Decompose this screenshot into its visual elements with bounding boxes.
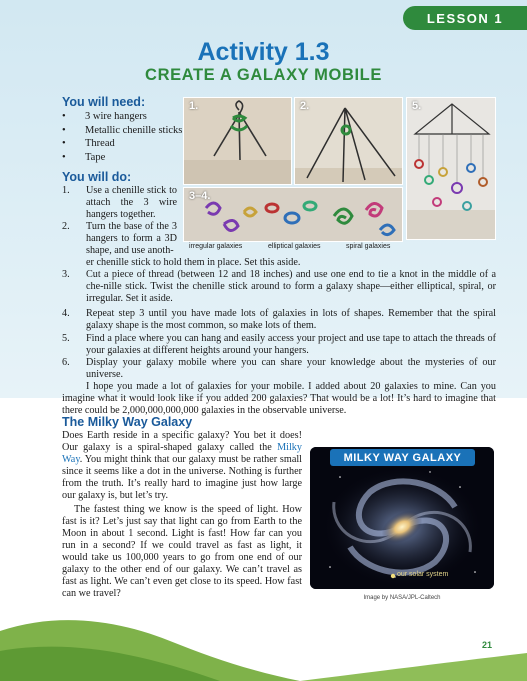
photo-steps-3-4 <box>183 187 403 242</box>
step-text: Turn the base of the 3 hangers to form a 3D shape, and use anoth- <box>86 221 177 256</box>
photo-label: 5. <box>412 100 422 112</box>
closing-paragraph: I hope you made a lot of galaxies for your mobile. I added about 20 galaxies to mine. Can you imagine what it would look like if you added 200 galaxies? That would be a lot! It’s hard to imagine that there could be 2,000,000,000,000 galaxies in the observable universe. <box>62 381 496 416</box>
caption-elliptical: elliptical galaxies <box>268 243 321 250</box>
activity-subtitle: CREATE A GALAXY MOBILE <box>145 66 382 84</box>
photo-step-1 <box>183 97 292 185</box>
step-number: 6. <box>62 357 70 368</box>
galaxy-illustration <box>310 447 494 589</box>
caption-spiral: spiral galaxies <box>346 243 391 250</box>
material-item: • Metallic chenille sticks <box>62 124 182 138</box>
image-credit: Image by NASA/JPL-Caltech <box>363 595 441 601</box>
need-heading: You will need: <box>62 95 146 109</box>
step-text: Use a chenille stick to attach the 3 wire hangers together. <box>86 185 177 220</box>
page-number: 21 <box>482 640 493 650</box>
hangers-3d-photo <box>295 98 403 185</box>
step-text: Find a place where you can hang and easily access your project and use tape to attach the threads of your galaxies at different heights around your hangers. <box>86 333 496 356</box>
step-number: 1. <box>62 185 70 196</box>
p1-text-end: . You might think that our galaxy must be rather small since it seems like a dot in the universe. Nothing is further from the truth. It’s really hard to imagine just how large our galaxy is, but let’s try. <box>62 454 302 501</box>
solar-system-label: our solar system <box>397 571 449 578</box>
material-item: • Tape <box>62 151 182 165</box>
step-number: 3. <box>62 269 70 280</box>
landscape-decoration <box>0 591 527 681</box>
step-text: Repeat step 3 until you have made lots of galaxies in lots of shapes. Remember that the spiral galaxy shape is the most common, so make lots of them. <box>86 308 496 331</box>
lesson-tab: LESSON 1 <box>403 6 527 30</box>
hangers-photo <box>184 98 292 185</box>
step-2-continued <box>86 257 416 269</box>
milky-way-term: Milky Way <box>62 442 302 465</box>
do-heading: You will do: <box>62 170 132 184</box>
step-number: 4. <box>62 308 70 319</box>
finished-mobile-photo <box>407 98 496 240</box>
step-number: 2. <box>62 221 70 232</box>
step-text: Cut a piece of thread (between 12 and 18 inches) and use one end to tie a knot in the middle of a che-nille stick. Twist the chenille stick around to form a galaxy shape—either elliptical, spiral, or irregular. Set it aside. <box>86 269 496 304</box>
step-number: 5. <box>62 333 70 344</box>
milky-way-image <box>310 447 494 589</box>
galaxy-image-title: MILKY WAY GALAXY <box>330 449 475 466</box>
photo-step-2 <box>294 97 403 185</box>
milky-way-paragraph-1 <box>62 430 302 502</box>
activity-title: Activity 1.3 <box>197 38 330 66</box>
photo-label: 3–4. <box>189 190 211 202</box>
caption-irregular: irregular galaxies <box>189 243 243 250</box>
chenille-galaxies-photo <box>184 188 403 242</box>
material-item: • 3 wire hangers <box>62 110 182 124</box>
step-text: Display your galaxy mobile where you can share your knowledge about the mysteries of our universe. <box>86 357 496 380</box>
milky-way-paragraph-2: The fastest thing we know is the speed of light. How fast is it? Let’s just say that light can go from Earth to the Moon in about 1 second. Light is fast! How far can you run in a second? If we could travel as fast as light, it would take us 100,000 years to go from one end of our galaxy to the other end of our galaxy. We can’t travel as fast as light. We can’t even get close to its speed. How fast can we travel? <box>62 504 302 599</box>
material-item: • Thread <box>62 137 182 151</box>
photo-step-5 <box>406 97 496 240</box>
milky-way-heading: The Milky Way Galaxy <box>62 415 193 429</box>
step-text: er chenille stick to hold them in place. Set this aside. <box>86 257 301 268</box>
solar-system-marker <box>391 574 395 578</box>
photo-label: 2. <box>300 100 310 112</box>
photo-label: 1. <box>189 100 199 112</box>
p1-text-start: Does Earth reside in a specific galaxy? You bet it does! Our galaxy is a spiral-shaped galaxy called the <box>62 430 302 453</box>
materials-list <box>62 110 182 164</box>
